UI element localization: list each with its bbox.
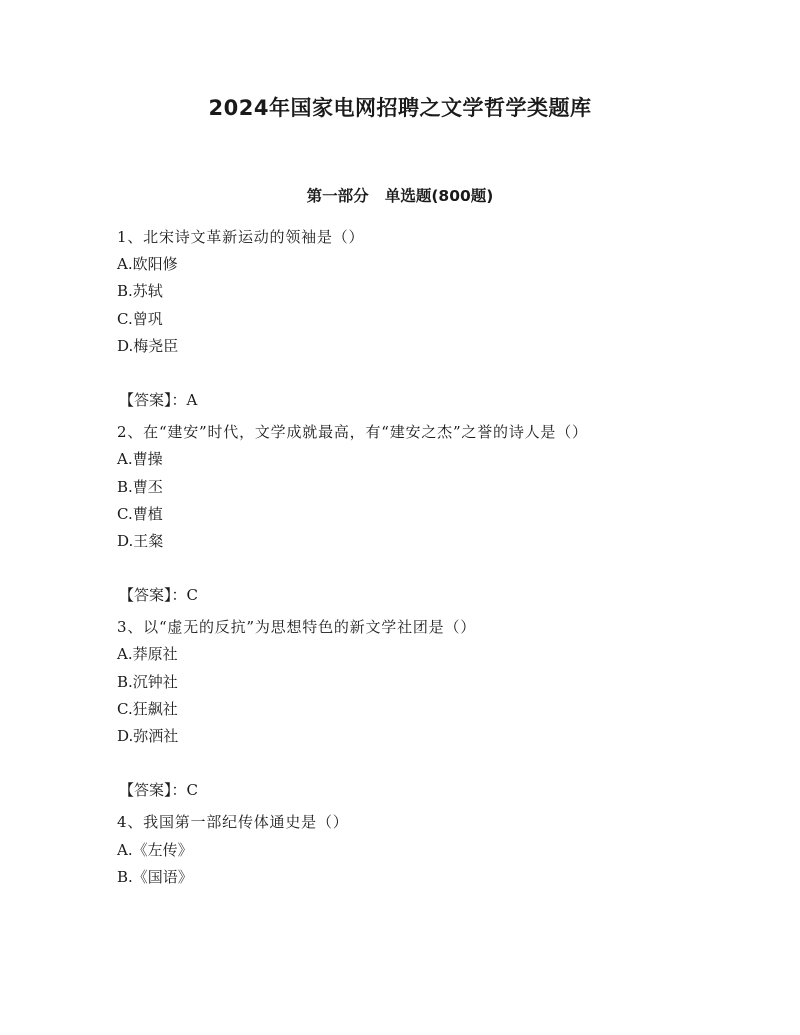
answer-label: 【答案】： bbox=[119, 781, 187, 800]
option-b: B.《国语》 bbox=[117, 867, 193, 886]
answer-line bbox=[117, 582, 687, 609]
option-c: C.狂飙社 bbox=[117, 699, 178, 718]
question-block bbox=[117, 614, 687, 804]
answer-label: 【答案】： bbox=[119, 390, 187, 409]
question-block bbox=[117, 419, 687, 609]
question-stem: 1、北宋诗文革新运动的领袖是（） bbox=[117, 228, 365, 246]
section-title: 第一部分 单选题(800题) bbox=[306, 187, 494, 205]
option-a: A.曹操 bbox=[117, 450, 163, 469]
answer-line bbox=[117, 387, 687, 414]
option-d: D.梅尧臣 bbox=[117, 336, 179, 355]
answer-value: C bbox=[186, 781, 198, 800]
answer-label: 【答案】： bbox=[119, 586, 187, 605]
option-d: D.弥洒社 bbox=[117, 727, 179, 746]
question-stem: 2、在“建安”时代，文学成就最高，有“建安之杰”之誉的诗人是（） bbox=[117, 423, 588, 442]
option-b: B.曹丕 bbox=[117, 477, 163, 496]
question-block bbox=[117, 809, 687, 891]
question-stem: 4、我国第一部纪传体通史是（） bbox=[117, 813, 349, 832]
option-b: B.沉钟社 bbox=[117, 672, 178, 691]
answer-line bbox=[117, 777, 687, 804]
document-title: 2024年国家电网招聘之文学哲学类题库 bbox=[208, 96, 592, 120]
option-c: C.曹植 bbox=[117, 504, 163, 523]
answer-value: C bbox=[186, 586, 198, 605]
question-block bbox=[117, 224, 687, 414]
option-c: C.曾巩 bbox=[117, 309, 163, 328]
option-d: D.王粲 bbox=[117, 531, 164, 550]
option-a: A.莽原社 bbox=[117, 645, 178, 664]
question-list bbox=[117, 224, 687, 891]
question-stem: 3、以“虚无的反抗”为思想特色的新文学社团是（） bbox=[117, 618, 477, 637]
option-b: B.苏轼 bbox=[117, 282, 163, 301]
option-a: A.欧阳修 bbox=[117, 255, 178, 274]
option-a: A.《左传》 bbox=[117, 840, 193, 859]
answer-value: A bbox=[186, 390, 198, 409]
